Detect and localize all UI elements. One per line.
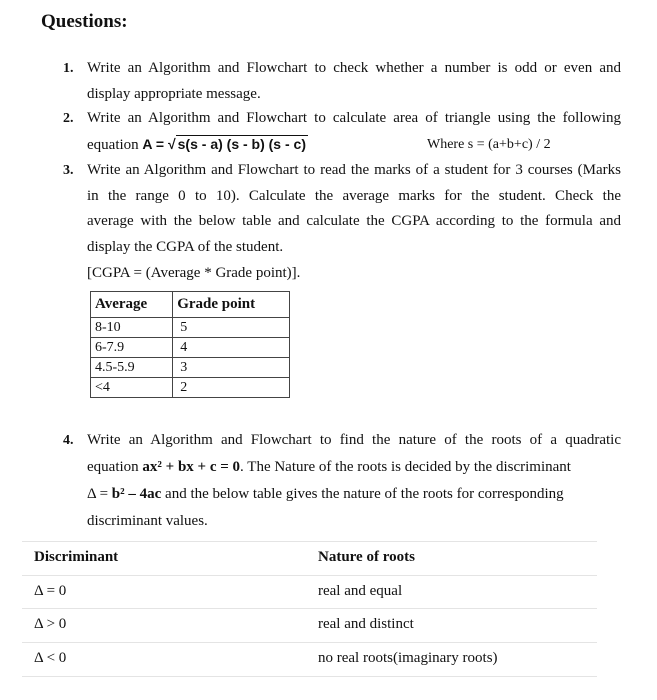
question-3-line-3: average with the below table and calculate the CGPA according to the formula and <box>87 213 621 229</box>
grade-point-cell: 4 <box>173 338 290 358</box>
average-cell: 8-10 <box>91 318 173 338</box>
average-cell: <4 <box>91 378 173 398</box>
grade-table-header-average: Average <box>91 292 173 318</box>
line-2-rest: . The Nature of the roots is decided by the discriminant <box>240 459 571 475</box>
table-row <box>91 318 290 338</box>
question-4-number: 4. <box>63 433 74 448</box>
discriminant-value: Δ < 0 <box>34 650 67 666</box>
table-rule <box>22 608 597 609</box>
line-3-rest: and the below table gives the nature of the roots for corresponding <box>161 486 564 502</box>
question-1-number: 1. <box>63 61 74 76</box>
table-row <box>91 358 290 378</box>
question-2-number: 2. <box>63 111 74 126</box>
grade-table-header-grade-point: Grade point <box>173 292 290 318</box>
table-row <box>91 378 290 398</box>
cgpa-formula: [CGPA = (Average * Grade point)]. <box>87 265 301 281</box>
table-rule <box>22 575 597 576</box>
average-cell: 4.5-5.9 <box>91 358 173 378</box>
question-2-formula-line <box>87 135 308 154</box>
discriminant-value: Δ = 0 <box>34 583 67 599</box>
question-2-line-1: Write an Algorithm and Flowchart to calculate area of triangle using the following <box>87 110 621 126</box>
nature-of-roots-value: real and distinct <box>318 616 414 632</box>
grade-table-header-row <box>91 292 290 318</box>
question-4-line-2 <box>87 459 571 476</box>
table-rule <box>22 676 597 677</box>
equation-label: equation <box>87 137 139 153</box>
discriminant-value: Δ > 0 <box>34 616 67 632</box>
formula-lhs: A = <box>142 136 165 152</box>
discriminant-formula: b² – 4ac <box>111 486 162 502</box>
question-1-line-1: Write an Algorithm and Flowchart to check whether a number is odd or even and <box>87 60 621 76</box>
sqrt-sign: √ <box>167 136 176 152</box>
quadratic-equation: ax² + bx + c = 0 <box>142 459 241 475</box>
question-3-line-2: in the range 0 to 10). Calculate the average marks for the student. Check the <box>87 188 621 204</box>
question-3-number: 3. <box>63 163 74 178</box>
question-4-line-1: Write an Algorithm and Flowchart to find the nature of the roots of a quadratic <box>87 432 621 448</box>
discriminant-header: Discriminant <box>34 549 119 565</box>
delta-symbol: Δ = <box>87 486 112 502</box>
equation-intro: equation <box>87 459 143 475</box>
question-3-line-1: Write an Algorithm and Flowchart to read the marks of a student for 3 courses (Marks <box>87 162 621 178</box>
area-formula <box>142 136 308 152</box>
grade-point-cell: 5 <box>173 318 290 338</box>
semi-perimeter-note: Where s = (a+b+c) / 2 <box>427 137 551 152</box>
grade-point-cell: 2 <box>173 378 290 398</box>
grade-point-cell: 3 <box>173 358 290 378</box>
question-1-line-2: display appropriate message. <box>87 86 261 102</box>
average-cell: 6-7.9 <box>91 338 173 358</box>
question-4-line-4: discriminant values. <box>87 513 208 529</box>
nature-of-roots-header: Nature of roots <box>318 549 415 565</box>
question-4-line-3 <box>87 486 564 503</box>
nature-of-roots-value: real and equal <box>318 583 403 599</box>
grade-table <box>90 291 290 398</box>
table-rule <box>22 541 597 542</box>
page-heading: Questions: <box>41 11 128 32</box>
question-3-line-4: display the CGPA of the student. <box>87 239 284 255</box>
nature-of-roots-value: no real roots(imaginary roots) <box>318 650 498 666</box>
table-row <box>91 338 290 358</box>
formula-radicand: s(s - a) (s - b) (s - c) <box>177 136 306 152</box>
table-rule <box>22 642 597 643</box>
